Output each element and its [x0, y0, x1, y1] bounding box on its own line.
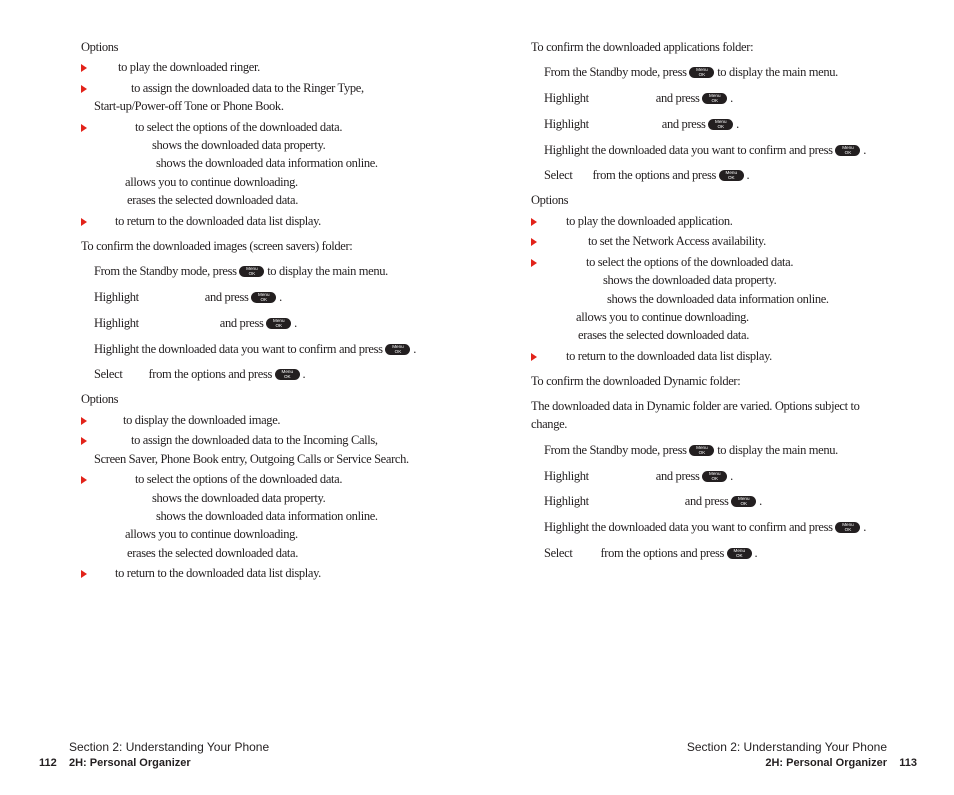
- footer-page-number: 113: [899, 757, 917, 769]
- step-2: Highlight and press Menu OK .: [544, 469, 733, 483]
- bullet-arrow-icon: [81, 476, 87, 484]
- menu-ok-key-icon: Menu OK: [266, 318, 291, 329]
- footer-section: Section 2: Understanding Your Phone: [686, 740, 887, 754]
- footer-chapter: 2H: Personal Organizer: [765, 757, 887, 769]
- suboption-continue: allows you to continue downloading.: [125, 175, 298, 189]
- menu-ok-key-icon: Menu OK: [689, 445, 714, 456]
- step-3: Highlight and press Menu OK .: [94, 316, 297, 330]
- menu-ok-key-icon: Menu OK: [275, 369, 300, 380]
- step-3: Highlight and press Menu OK .: [544, 117, 739, 131]
- bullet-arrow-icon: [81, 64, 87, 72]
- option-play: to play the downloaded ringer.: [118, 60, 260, 74]
- suboption-property: shows the downloaded data property.: [152, 491, 326, 505]
- bullet-arrow-icon: [81, 570, 87, 578]
- options-heading: Options: [81, 392, 119, 406]
- option-select: to select the options of the downloaded data.: [586, 255, 794, 269]
- option-return: to return to the downloaded data list display.: [566, 349, 772, 363]
- footer-page-number: 112: [39, 757, 57, 769]
- bullet-arrow-icon: [531, 218, 537, 226]
- option-network-access: to set the Network Access availability.: [588, 234, 766, 248]
- step-1: From the Standby mode, press Menu OK to display the main menu.: [544, 443, 838, 457]
- option-select: to select the options of the downloaded data.: [135, 120, 343, 134]
- bullet-arrow-icon: [81, 417, 87, 425]
- applications-heading: To confirm the downloaded applications folder:: [531, 40, 754, 54]
- step-1: From the Standby mode, press Menu OK to display the main menu.: [94, 264, 388, 278]
- menu-ok-key-icon: Menu OK: [835, 522, 860, 533]
- option-return: to return to the downloaded data list display.: [115, 566, 321, 580]
- suboption-online-info: shows the downloaded data information online.: [607, 292, 829, 306]
- options-heading: Options: [531, 193, 569, 207]
- dynamic-heading: To confirm the downloaded Dynamic folder:: [531, 374, 741, 388]
- step-4: Highlight the downloaded data you want to confirm and press Menu OK .: [544, 143, 867, 157]
- step-4: Highlight the downloaded data you want to confirm and press Menu OK .: [94, 342, 417, 356]
- menu-ok-key-icon: Menu OK: [719, 170, 744, 181]
- menu-ok-key-icon: Menu OK: [702, 93, 727, 104]
- option-assign: to assign the downloaded data to the Incoming Calls,: [131, 433, 378, 447]
- step-5: Select from the options and press Menu OK .: [544, 546, 758, 560]
- option-return: to return to the downloaded data list display.: [115, 214, 321, 228]
- footer-chapter: 2H: Personal Organizer: [69, 757, 191, 769]
- dynamic-note-continued: change.: [531, 417, 568, 431]
- option-assign-continued: Screen Saver, Phone Book entry, Outgoing Calls or Service Search.: [94, 452, 409, 466]
- bullet-arrow-icon: [531, 238, 537, 246]
- bullet-arrow-icon: [81, 85, 87, 93]
- suboption-erase: erases the selected downloaded data.: [127, 193, 299, 207]
- option-select: to select the options of the downloaded data.: [135, 472, 343, 486]
- option-assign-continued: Start-up/Power-off Tone or Phone Book.: [94, 99, 284, 113]
- option-play: to play the downloaded application.: [566, 214, 733, 228]
- step-2: Highlight and press Menu OK .: [94, 290, 282, 304]
- menu-ok-key-icon: Menu OK: [731, 496, 756, 507]
- options-heading: Options: [81, 40, 119, 54]
- menu-ok-key-icon: Menu OK: [727, 548, 752, 559]
- suboption-erase: erases the selected downloaded data.: [578, 328, 750, 342]
- option-assign: to assign the downloaded data to the Ringer Type,: [131, 81, 364, 95]
- bullet-arrow-icon: [531, 353, 537, 361]
- menu-ok-key-icon: Menu OK: [251, 292, 276, 303]
- suboption-online-info: shows the downloaded data information online.: [156, 156, 378, 170]
- step-5: Select from the options and press Menu OK .: [544, 168, 750, 182]
- step-1: From the Standby mode, press Menu OK to display the main menu.: [544, 65, 838, 79]
- bullet-arrow-icon: [531, 259, 537, 267]
- suboption-continue: allows you to continue downloading.: [576, 310, 749, 324]
- bullet-arrow-icon: [81, 124, 87, 132]
- menu-ok-key-icon: Menu OK: [835, 145, 860, 156]
- suboption-erase: erases the selected downloaded data.: [127, 546, 299, 560]
- menu-ok-key-icon: Menu OK: [708, 119, 733, 130]
- option-display: to display the downloaded image.: [123, 413, 281, 427]
- menu-ok-key-icon: Menu OK: [239, 266, 264, 277]
- menu-ok-key-icon: Menu OK: [702, 471, 727, 482]
- step-5: Select from the options and press Menu OK .: [94, 367, 306, 381]
- step-3: Highlight and press Menu OK .: [544, 494, 762, 508]
- suboption-continue: allows you to continue downloading.: [125, 527, 298, 541]
- suboption-property: shows the downloaded data property.: [603, 273, 777, 287]
- menu-ok-key-icon: Menu OK: [385, 344, 410, 355]
- bullet-arrow-icon: [81, 218, 87, 226]
- menu-ok-key-icon: Menu OK: [689, 67, 714, 78]
- images-heading: To confirm the downloaded images (screen savers) folder:: [81, 239, 353, 253]
- footer-section: Section 2: Understanding Your Phone: [69, 740, 270, 754]
- dynamic-note: The downloaded data in Dynamic folder are varied. Options subject to: [531, 399, 860, 413]
- suboption-online-info: shows the downloaded data information online.: [156, 509, 378, 523]
- step-4: Highlight the downloaded data you want to confirm and press Menu OK .: [544, 520, 867, 534]
- step-2: Highlight and press Menu OK .: [544, 91, 733, 105]
- suboption-property: shows the downloaded data property.: [152, 138, 326, 152]
- bullet-arrow-icon: [81, 437, 87, 445]
